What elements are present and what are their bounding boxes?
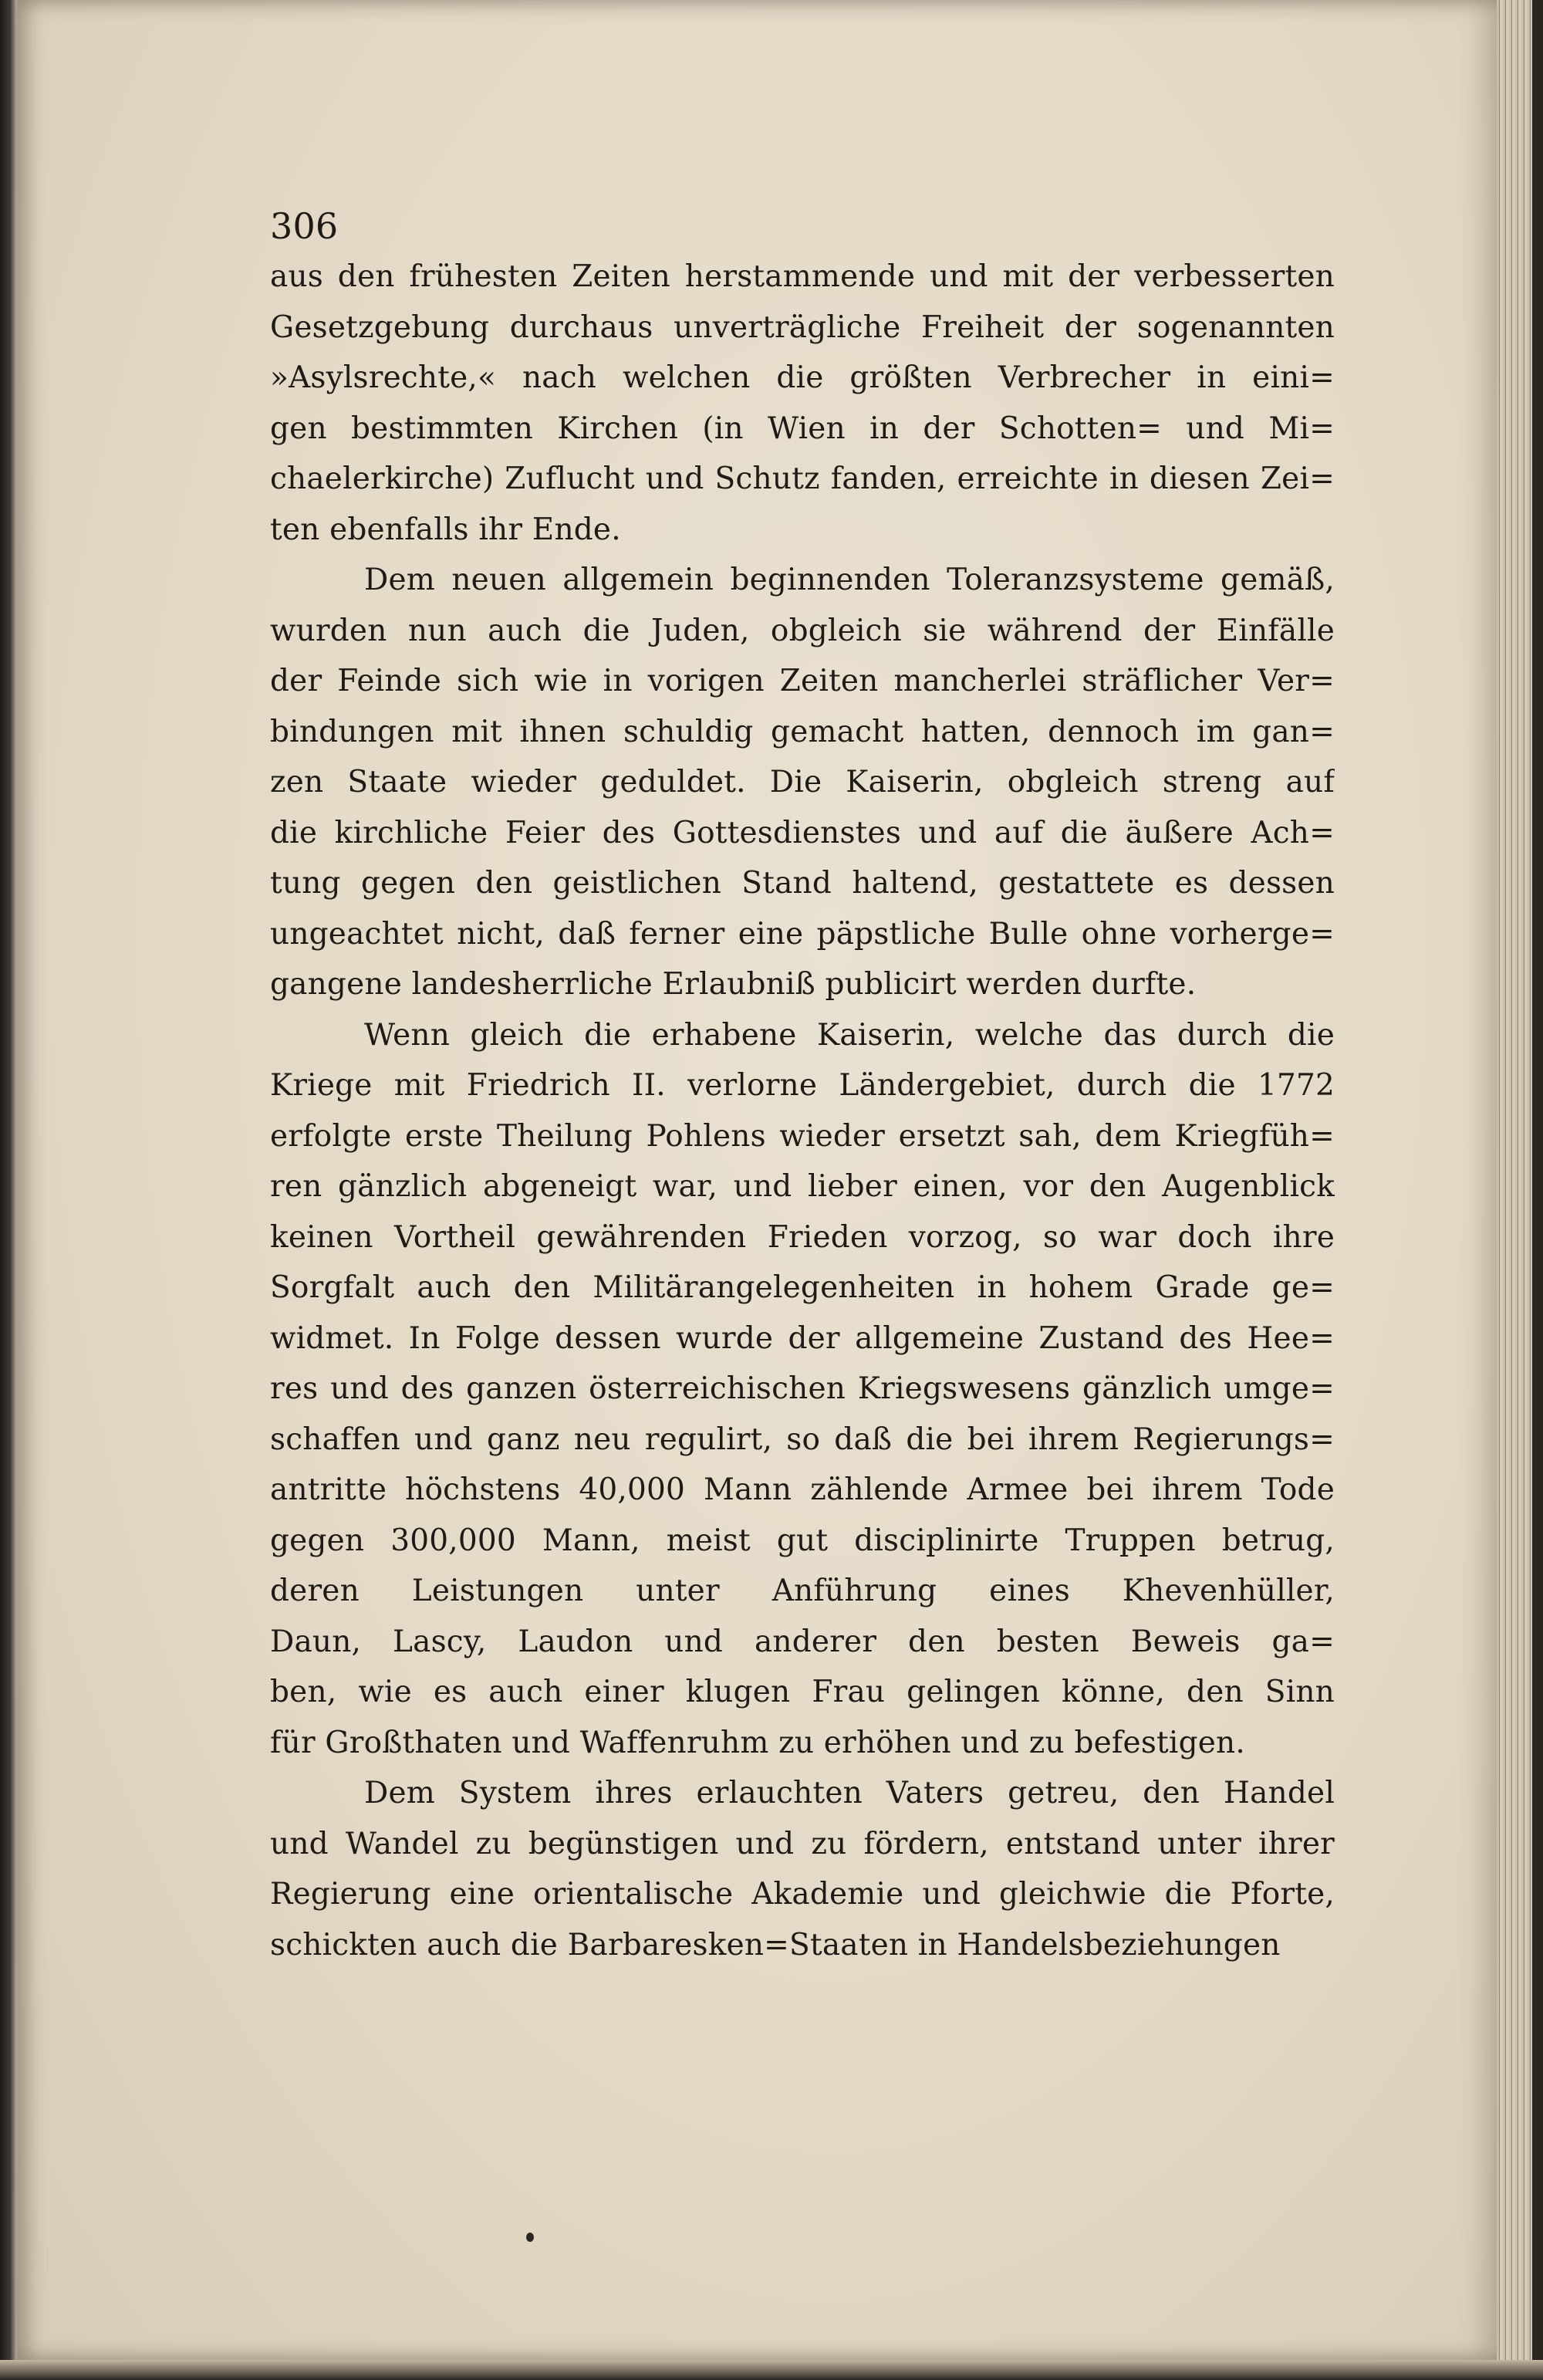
text-line: schickten auch die Barbaresken=Staaten in Handelsbeziehungen	[270, 1927, 1281, 1962]
text-line: »Asylsrechte,« nach welchen die größten Verbrecher in eini=	[270, 360, 1335, 395]
page-text-block	[270, 202, 1335, 1970]
text-line: ben, wie es auch einer klugen Frau gelingen könne, den Sinn	[270, 1675, 1335, 1709]
text-line: Regierung eine orientalische Akademie und gleichwie die Pforte,	[270, 1877, 1335, 1912]
text-line: zen Staate wieder geduldet. Die Kaiserin, obgleich streng auf	[270, 765, 1335, 800]
text-line: ungeachtet nicht, daß ferner eine päpstliche Bulle ohne vorherge=	[270, 916, 1335, 952]
text-line: Wenn gleich die erhabene Kaiserin, welche das durch die	[364, 1017, 1335, 1053]
ink-spot	[526, 2233, 534, 2242]
page-block-edge-right	[1497, 0, 1543, 2380]
book-binding-edge	[0, 0, 17, 2380]
book-page	[17, 0, 1497, 2360]
text-line: tung gegen den geistlichen Stand haltend, gestattete es dessen	[270, 866, 1335, 901]
text-line: gen bestimmten Kirchen (in Wien in der Schotten= und Mi=	[270, 411, 1335, 446]
text-line: Gesetzgebung durchaus unverträgliche Freiheit der sogenannten	[270, 309, 1335, 345]
page-number: 306	[270, 205, 339, 247]
text-line: Daun, Lascy, Laudon und anderer den besten Beweis ga=	[270, 1624, 1335, 1659]
text-line: schaffen und ganz neu regulirt, so daß die bei ihrem Regierungs=	[270, 1422, 1335, 1457]
text-line: ren gänzlich abgeneigt war, und lieber einen, vor den Augenblick	[270, 1169, 1335, 1204]
text-line: deren Leistungen unter Anführung eines Khevenhüller,	[270, 1574, 1335, 1608]
text-line: gegen 300,000 Mann, meist gut disciplinirte Truppen betrug,	[270, 1523, 1335, 1558]
text-line: bindungen mit ihnen schuldig gemacht hatten, dennoch im gan=	[270, 714, 1335, 749]
text-line: der Feinde sich wie in vorigen Zeiten mancherlei sträflicher Ver=	[270, 664, 1335, 698]
text-line: aus den frühesten Zeiten herstammende und mit der verbesserten	[270, 259, 1335, 294]
text-line: gangene landesherrliche Erlaubniß publicirt werden durfte.	[270, 967, 1197, 1002]
paragraph	[270, 555, 1335, 1010]
text-line: und Wandel zu begünstigen und zu fördern, entstand unter ihrer	[270, 1826, 1335, 1861]
text-line: chaelerkirche) Zuflucht und Schutz fanden, erreichte in diesen Zei=	[270, 461, 1335, 496]
text-line: keinen Vortheil gewährenden Frieden vorzog, so war doch ihre	[270, 1219, 1335, 1255]
text-line: für Großthaten und Waffenruhm zu erhöhen und zu befestigen.	[270, 1725, 1245, 1760]
paragraphs-container	[270, 252, 1335, 1970]
text-line: antritte höchstens 40,000 Mann zählende Armee bei ihrem Tode	[270, 1472, 1335, 1507]
page-block-edge-bottom	[0, 2360, 1543, 2380]
text-line: erfolgte erste Theilung Pohlens wieder ersetzt sah, dem Kriegfüh=	[270, 1118, 1335, 1154]
text-line: Kriege mit Friedrich II. verlorne Ländergebiet, durch die 1772	[270, 1068, 1335, 1103]
text-line: wurden nun auch die Juden, obgleich sie während der Einfälle	[270, 613, 1335, 648]
text-line: die kirchliche Feier des Gottesdienstes und auf die äußere Ach=	[270, 815, 1335, 850]
text-line: Dem System ihres erlauchten Vaters getreu, den Handel	[364, 1776, 1335, 1810]
text-line: Sorgfalt auch den Militärangelegenheiten in hohem Grade ge=	[270, 1270, 1335, 1305]
text-line: widmet. In Folge dessen wurde der allgemeine Zustand des Hee=	[270, 1320, 1335, 1356]
text-line: ten ebenfalls ihr Ende.	[270, 512, 621, 547]
paragraph	[270, 1010, 1335, 1769]
paragraph	[270, 1768, 1335, 1970]
paragraph	[270, 252, 1335, 555]
text-line: res und des ganzen österreichischen Kriegswesens gänzlich umge=	[270, 1371, 1335, 1406]
text-line: Dem neuen allgemein beginnenden Toleranzsysteme gemäß,	[364, 563, 1335, 597]
